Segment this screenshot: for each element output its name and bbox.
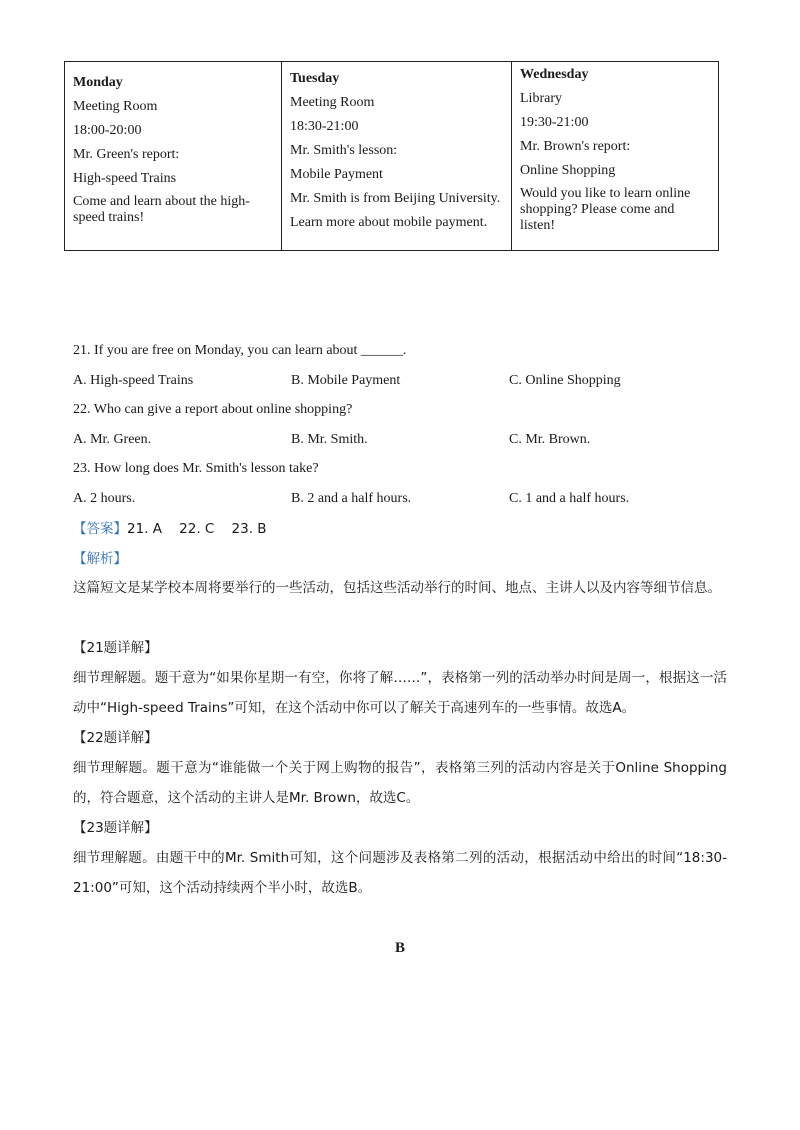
speaker-label: Mr. Smith's lesson:	[290, 143, 398, 158]
option-b: B. Mr. Smith.	[291, 432, 368, 447]
topic-label: Online Shopping	[520, 163, 616, 178]
detail-title-23: 【23题详解】	[73, 820, 158, 836]
section-heading: B	[394, 940, 405, 956]
note-label: Come and learn about the high-speed trains!	[73, 194, 250, 225]
option-a: A. High-speed Trains	[73, 373, 194, 388]
day-label: Monday	[73, 75, 123, 90]
option-b: B. Mobile Payment	[291, 373, 401, 388]
option-c: C. 1 and a half hours.	[509, 491, 630, 506]
schedule-cell-tuesday	[282, 62, 512, 251]
time-label: 18:00-20:00	[73, 123, 142, 138]
option-c: C. Mr. Brown.	[509, 432, 591, 447]
speaker-label: Mr. Green's report:	[73, 147, 180, 162]
time-label: 18:30-21:00	[290, 119, 359, 134]
note-label: Mr. Smith is from Beijing University.	[290, 191, 501, 206]
answer-line	[73, 514, 727, 544]
day-label: Wednesday	[520, 67, 589, 82]
place-label: Library	[520, 91, 562, 106]
schedule-cell-wednesday	[512, 62, 719, 251]
place-label: Meeting Room	[73, 99, 158, 114]
question-23: 23. How long does Mr. Smith's lesson take?	[73, 461, 319, 476]
detail-text-23: 细节理解题。由题干中的Mr. Smith可知，这个问题涉及表格第二列的活动，根据活动中给出的时间“18:30-21:00”可知，这个活动持续两个半小时，故选B。	[73, 850, 727, 896]
time-label: 19:30-21:00	[520, 115, 589, 130]
option-a: A. Mr. Green.	[73, 432, 152, 447]
question-21: 21. If you are free on Monday, you can learn about ______.	[73, 343, 407, 358]
place-label: Meeting Room	[290, 95, 375, 110]
detail-title-21: 【21题详解】	[73, 640, 158, 656]
analysis-summary: 这篇短文是某学校本周将要举行的一些活动，包括这些活动举行的时间、地点、主讲人以及内容等细节信息。	[73, 580, 721, 596]
answer-text: 21. A 22. C 23. B	[127, 521, 267, 537]
schedule-table	[64, 61, 719, 251]
question-22: 22. Who can give a report about online shopping?	[73, 402, 353, 417]
option-b: B. 2 and a half hours.	[291, 491, 412, 506]
analysis-label: 【解析】	[73, 551, 127, 567]
detail-text-21: 细节理解题。题干意为“如果你星期一有空，你将了解……”，表格第一列的活动举办时间是周一，根据这一活动中“High-speed Trains”可知，在这个活动中你可以了解关于高速列车的一些事情。故选A。	[73, 670, 727, 716]
day-label: Tuesday	[290, 71, 340, 86]
note-label: Would you like to learn online shopping? Please come and listen!	[520, 186, 691, 233]
topic-label: High-speed Trains	[73, 171, 177, 186]
schedule-cell-monday	[65, 62, 282, 251]
note-label-2: Learn more about mobile payment.	[290, 215, 488, 230]
option-a: A. 2 hours.	[73, 491, 136, 506]
speaker-label: Mr. Brown's report:	[520, 139, 631, 154]
topic-label: Mobile Payment	[290, 167, 383, 182]
answer-label: 【答案】	[73, 521, 127, 537]
option-c: C. Online Shopping	[509, 373, 621, 388]
detail-text-22: 细节理解题。题干意为“谁能做一个关于网上购物的报告”，表格第三列的活动内容是关于Online Shopping的，符合题意，这个活动的主讲人是Mr. Brown，故选C。	[73, 760, 727, 806]
detail-title-22: 【22题详解】	[73, 730, 158, 746]
